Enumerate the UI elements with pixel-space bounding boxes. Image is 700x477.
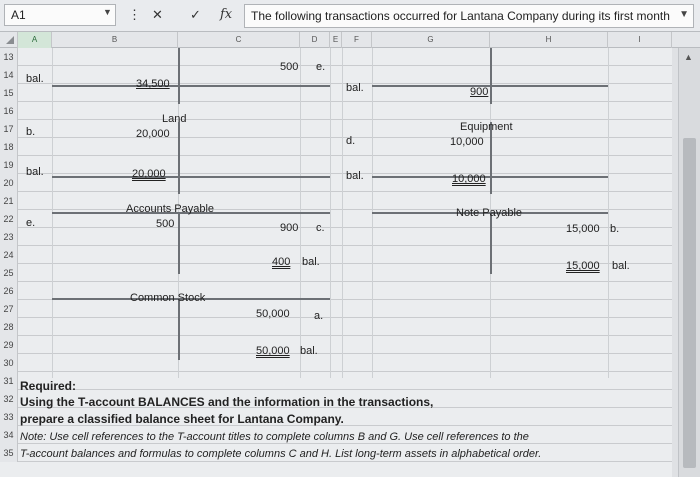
row-header[interactable]: 24 (0, 246, 18, 264)
cell-d13[interactable]: 500 (280, 61, 299, 73)
row-header[interactable]: 23 (0, 228, 18, 246)
column-header-e[interactable]: E (330, 32, 342, 48)
t-account-divider (490, 48, 492, 104)
row-header[interactable]: 33 (0, 408, 18, 426)
column-header-f[interactable]: F (342, 32, 372, 48)
required-heading: Required: (20, 379, 77, 393)
formula-text: The following transactions occurred for Lantana Company during its first month (251, 9, 670, 23)
cell-e27[interactable]: a. (314, 310, 324, 322)
row-header[interactable]: 14 (0, 66, 18, 84)
row-27 (0, 300, 672, 318)
cell-g16[interactable]: Equipment (460, 121, 513, 133)
row-header[interactable]: 32 (0, 390, 18, 408)
scroll-up-icon[interactable]: ▲ (684, 52, 693, 62)
row-header[interactable]: 34 (0, 426, 18, 444)
cell-e22[interactable]: c. (316, 222, 325, 234)
cancel-icon[interactable]: ✕ (152, 7, 163, 22)
select-all-icon (6, 36, 14, 44)
insert-function-icon[interactable]: fx (220, 7, 233, 22)
expand-formula-icon[interactable]: ▼ (679, 9, 689, 20)
cell-d24[interactable]: 400 (272, 256, 291, 268)
row-header[interactable]: 22 (0, 210, 18, 228)
name-box[interactable]: A1 (4, 4, 116, 26)
cell-f17[interactable]: d. (346, 135, 356, 147)
row-header[interactable]: 21 (0, 192, 18, 210)
row-header[interactable]: 19 (0, 156, 18, 174)
instruction-line: prepare a classified balance sheet for Lantana Company. (20, 412, 344, 426)
t-account-divider (178, 298, 180, 360)
cell-a22[interactable]: e. (26, 217, 36, 229)
cell-h22[interactable]: 15,000 (566, 223, 600, 235)
cell-b26[interactable]: Common Stock (130, 292, 206, 304)
cell-h24[interactable]: 15,000 (566, 260, 600, 272)
instruction-line: Using the T-account BALANCES and the information in the transactions, (20, 395, 434, 409)
cell-d29[interactable]: 50,000 (256, 345, 290, 357)
select-all-corner[interactable] (0, 32, 18, 48)
note-line: T-account balances and formulas to complete columns C and H. List long-term assets in alphabetical order. (20, 448, 542, 460)
row-28 (0, 318, 672, 336)
t-account-divider (490, 212, 492, 274)
row-19 (0, 156, 672, 174)
row-header[interactable]: 17 (0, 120, 18, 138)
cell-i22[interactable]: b. (610, 223, 620, 235)
column-header-a[interactable]: A (18, 32, 52, 48)
row-18 (0, 138, 672, 156)
row-header[interactable]: 16 (0, 102, 18, 120)
row-header[interactable]: 13 (0, 48, 18, 66)
row-17 (0, 120, 672, 138)
t-account-line (52, 176, 330, 178)
t-account-line (52, 85, 330, 87)
column-header-d[interactable]: D (300, 32, 330, 48)
column-header-g[interactable]: G (372, 32, 490, 48)
cell-a17[interactable]: b. (26, 126, 36, 138)
row-16 (0, 102, 672, 120)
row-header[interactable]: 31 (0, 372, 18, 390)
cell-f14[interactable]: bal. (346, 82, 364, 94)
row-header[interactable]: 28 (0, 318, 18, 336)
cell-e13[interactable]: e. (316, 61, 326, 73)
row-header[interactable]: 15 (0, 84, 18, 102)
cell-a14[interactable]: bal. (26, 73, 44, 85)
row-29 (0, 336, 672, 354)
scroll-thumb[interactable] (683, 138, 696, 468)
formula-bar (0, 0, 700, 32)
gridline (330, 48, 331, 378)
column-header-h[interactable]: H (490, 32, 608, 48)
gridline (342, 48, 343, 378)
cell-g15[interactable]: 900 (470, 86, 489, 98)
cell-b19[interactable]: 20,000 (132, 168, 166, 180)
cell-d27[interactable]: 50,000 (256, 308, 290, 320)
note-line: Note: Use cell references to the T-account titles to complete columns B and G. Use cell references to the (20, 431, 529, 443)
cell-g21[interactable]: Note Payable (456, 207, 523, 219)
row-header[interactable]: 27 (0, 300, 18, 318)
row-13 (0, 48, 672, 66)
cell-a19[interactable]: bal. (26, 166, 44, 178)
row-header[interactable]: 25 (0, 264, 18, 282)
row-30 (0, 354, 672, 372)
row-header[interactable]: 29 (0, 336, 18, 354)
cell-f19[interactable]: bal. (346, 170, 364, 182)
chevron-down-icon[interactable]: ▼ (103, 7, 112, 17)
t-account-divider (178, 48, 180, 104)
row-header[interactable]: 30 (0, 354, 18, 372)
column-header-i[interactable]: I (608, 32, 672, 48)
cell-b21[interactable]: Accounts Payable (126, 203, 215, 215)
gridline (608, 48, 609, 378)
cell-b17[interactable]: 20,000 (136, 128, 170, 140)
enter-icon[interactable]: ✓ (190, 7, 201, 22)
column-header-b[interactable]: B (52, 32, 178, 48)
row-header[interactable]: 18 (0, 138, 18, 156)
t-account-divider (178, 212, 180, 274)
t-account-divider (178, 122, 180, 194)
cell-b14[interactable]: 34,500 (136, 78, 170, 90)
cell-d22[interactable]: 900 (280, 222, 299, 234)
cell-g17[interactable]: 10,000 (450, 136, 484, 148)
cell-e29[interactable]: bal. (300, 345, 318, 357)
row-31 (0, 372, 672, 390)
row-14 (0, 66, 672, 84)
column-header-c[interactable]: C (178, 32, 300, 48)
formula-input[interactable] (244, 4, 694, 28)
more-options-icon[interactable]: ⋮ (128, 7, 141, 22)
row-21 (0, 192, 672, 210)
row-header[interactable]: 20 (0, 174, 18, 192)
column-header-bar (0, 32, 700, 48)
row-header[interactable]: 35 (0, 444, 18, 462)
cell-i24[interactable]: bal. (612, 260, 630, 272)
vertical-scrollbar[interactable] (678, 48, 700, 477)
cell-e24[interactable]: bal. (302, 256, 320, 268)
row-header[interactable]: 26 (0, 282, 18, 300)
cell-b16[interactable]: Land (162, 113, 187, 125)
cell-b22[interactable]: 500 (156, 218, 175, 230)
cell-g19[interactable]: 10,000 (452, 173, 486, 185)
